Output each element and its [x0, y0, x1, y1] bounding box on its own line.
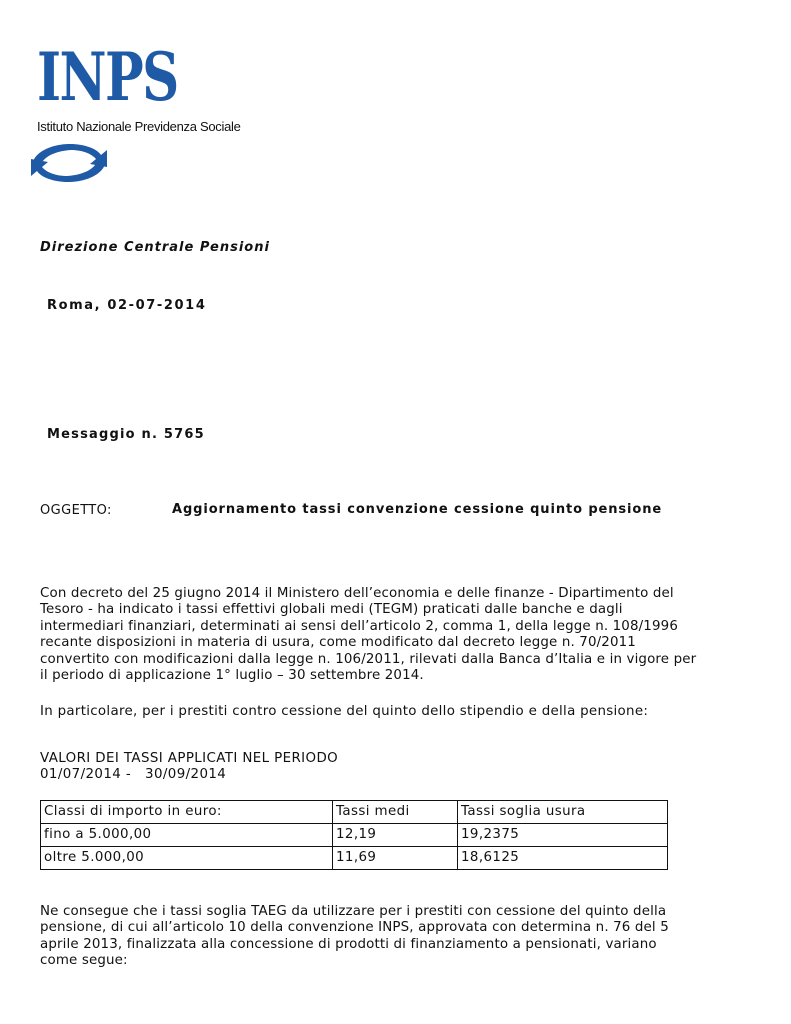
message-number: Messaggio n. 5765: [47, 427, 205, 442]
paragraph-line: aprile 2013, finalizzata alla concessione di prodotti di finanziamento a pensionati, variano: [40, 936, 657, 952]
paragraph-line: come segue:: [40, 953, 128, 969]
paragraph-line: intermediari finanziari, determinati ai sensi dell’articolo 2, comma 1, della legge n. 108/1996: [40, 618, 678, 634]
paragraph-consequence: [40, 904, 760, 970]
period-range: 01/07/2014 - 30/09/2014: [40, 767, 227, 783]
inps-logo-subtitle: Istituto Nazionale Previdenza Sociale: [37, 119, 241, 134]
table-header-cell: Tassi medi: [333, 801, 458, 824]
table-cell: fino a 5.000,00: [41, 824, 333, 847]
inps-logo-wordmark: INPS: [37, 38, 178, 116]
document-date: Roma, 02-07-2014: [47, 298, 207, 313]
table-header-cell: Tassi soglia usura: [458, 801, 668, 824]
paragraph-line: il periodo di applicazione 1° luglio – 30 settembre 2014.: [40, 668, 424, 684]
rates-table: [40, 800, 668, 870]
table-cell: oltre 5.000,00: [41, 847, 333, 870]
period-title: VALORI DEI TASSI APPLICATI NEL PERIODO: [40, 751, 339, 766]
table-cell: 18,6125: [458, 847, 668, 870]
table-header-row: [41, 801, 668, 824]
paragraph-line: pensione, di cui all’articolo 10 della convenzione INPS, approvata con determina n. 76 del 5: [40, 920, 669, 936]
table-cell: 19,2375: [458, 824, 668, 847]
subject-text: Aggiornamento tassi convenzione cessione quinto pensione: [172, 502, 663, 517]
paragraph-intro-loans: In particolare, per i prestiti contro cessione del quinto dello stipendio e della pensione:: [40, 704, 649, 719]
table-row: [41, 824, 668, 847]
paragraph-decree: [40, 586, 760, 684]
paragraph-line: Con decreto del 25 giugno 2014 il Ministero dell’economia e delle finanze - Dipartimento del: [40, 586, 674, 601]
table-row: [41, 847, 668, 870]
paragraph-line: recante disposizioni in materia di usura, come modificato dal decreto legge n. 70/2011: [40, 635, 636, 651]
inps-swirl-logo-icon: [27, 139, 111, 187]
subject-label: OGGETTO:: [40, 503, 112, 518]
department-name: Direzione Centrale Pensioni: [40, 240, 270, 255]
table-cell: 11,69: [333, 847, 458, 870]
paragraph-line: convertito con modificazioni dalla legge n. 106/2011, rilevati dalla Banca d’Italia e in vigore per: [40, 651, 697, 667]
paragraph-line: Ne consegue che i tassi soglia TAEG da utilizzare per i prestiti con cessione del quinto della: [40, 904, 667, 919]
paragraph-line: Tesoro - ha indicato i tassi effettivi globali medi (TEGM) praticati dalle banche e dagli: [40, 602, 623, 618]
table-header-cell: Classi di importo in euro:: [41, 801, 333, 824]
period-heading: [40, 751, 338, 784]
table-cell: 12,19: [333, 824, 458, 847]
